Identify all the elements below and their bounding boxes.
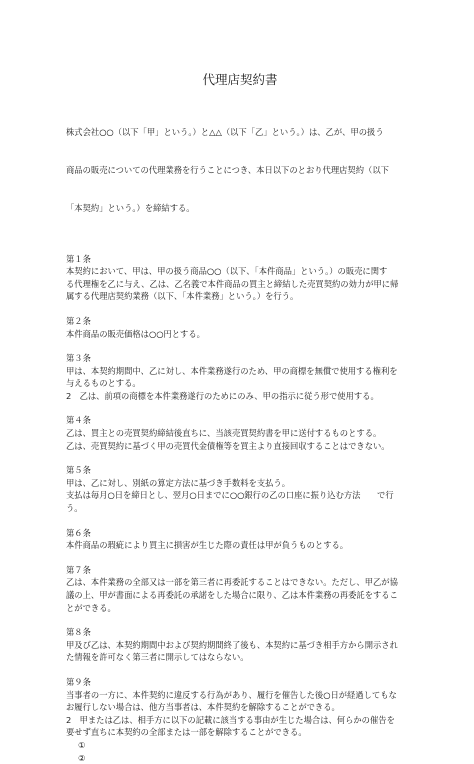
article-line: 甲は、本契約期間中、乙に対し、本件業務遂行のため、甲の商標を無償で使用する権利を: [66, 365, 398, 376]
article-section: [66, 527, 414, 552]
article-section: [66, 352, 414, 402]
article-line: 本件商品の瑕疵により買主に損害が生じた際の責任は甲が負うものとする。: [66, 540, 349, 551]
article-line: う。: [66, 503, 83, 514]
article-line: 甲及び乙は、本契約期間中および契約期間終了後も、本契約に基づき相手方から開示され: [66, 639, 398, 650]
article-line: 与えるものとする。: [66, 378, 141, 389]
article-heading: 第６条: [66, 527, 91, 538]
article-line: 2 乙は、前項の商標を本件業務遂行のためにのみ、甲の指示に従う形で使用する。: [66, 390, 379, 401]
article-section: [66, 626, 414, 664]
article-body: [66, 639, 414, 664]
article-line: 当事者の一方に、本件契約に違反する行為があり、履行を催告した後○日が経過してもな: [66, 689, 397, 700]
article-line: 2 甲または乙は、相手方に以下の記載に該当する事由が生じた場合は、何らかの催告を: [66, 714, 395, 725]
article-heading: 第１条: [66, 253, 91, 264]
article-body: [66, 427, 414, 452]
article-line: 要せず直ちに本契約の全部または一部を解除することができる。: [66, 727, 307, 738]
article-line: 乙は、買主との売買契約締結後直ちに、当該売買契約書を甲に送付するものとする。: [66, 428, 382, 439]
article-body: [66, 689, 414, 764]
article-body: [66, 576, 414, 614]
document-title: 代理店契約書: [202, 72, 278, 87]
article-heading: 第７条: [66, 564, 91, 575]
article-line: お履行しない場合は、他方当事者は、本件契約を解除することができる。: [66, 702, 340, 713]
article-heading: 第８条: [66, 627, 91, 638]
intro-line: 商品の販売についての代理業務を行うことにつき、本日以下のとおり代理店契約（以下: [66, 164, 389, 175]
intro-line: 株式会社○○（以下「甲」という。）と△△（以下「乙」という。）は、乙が、甲の扱う: [66, 127, 384, 138]
article-heading: 第３条: [66, 353, 91, 364]
article-section: [66, 414, 414, 452]
articles-list: [66, 253, 414, 764]
article-section: [66, 315, 414, 340]
article-body: [66, 328, 414, 341]
article-section: [66, 464, 414, 514]
article-body: [66, 539, 414, 552]
article-body: [66, 365, 414, 403]
intro-paragraph: [66, 101, 414, 240]
article-section: [66, 676, 414, 764]
article-body: [66, 265, 414, 303]
article-line: 議の上、甲が書面による再委託の承諾をした場合に限り、乙は本件業務の再委託をするこ: [66, 590, 398, 600]
article-heading: 第４条: [66, 415, 91, 426]
article-line: 本件商品の販売価格は○○円とする。: [66, 328, 205, 339]
article-line: 甲は、乙に対し、別紙の算定方法に基づき手数料を支払う。: [66, 477, 291, 488]
article-heading: 第５条: [66, 465, 91, 476]
article-line: 属する代理店契約業務（以下、「本件業務」という。）を行う。: [66, 291, 299, 302]
article-line: 支払は毎月○日を締日とし、翌月○日までに○○銀行の乙の口座に振り込む方法 で行: [66, 490, 394, 501]
article-line: 乙は、本件業務の全部又は一部を第三者に再委託することはできない。ただし、甲乙が協: [66, 577, 398, 588]
article-body: [66, 477, 414, 515]
article-line: る代理権を乙に与え、乙は、乙名義で本件商品の買主と締結した売買契約の効力が甲に帰: [66, 278, 399, 289]
article-line: 本契約において、甲は、甲の扱う商品○○（以下、「本件商品」という。）の販売に関す: [66, 266, 388, 277]
list-item: ①: [78, 739, 86, 750]
article-line: た情報を許可なく第三者に開示してはならない。: [66, 652, 249, 663]
article-heading: 第９条: [66, 676, 91, 687]
article-section: [66, 253, 414, 303]
intro-line: 「本契約」という。）を締結する。: [66, 202, 195, 213]
article-line: とができる。: [66, 602, 116, 613]
article-heading: 第２条: [66, 315, 91, 326]
article-line: 乙は、売買契約に基づく甲の売買代金債権等を買主より直接回収することはできない。: [66, 440, 390, 451]
list-item: ②: [78, 752, 86, 763]
article-section: [66, 564, 414, 614]
